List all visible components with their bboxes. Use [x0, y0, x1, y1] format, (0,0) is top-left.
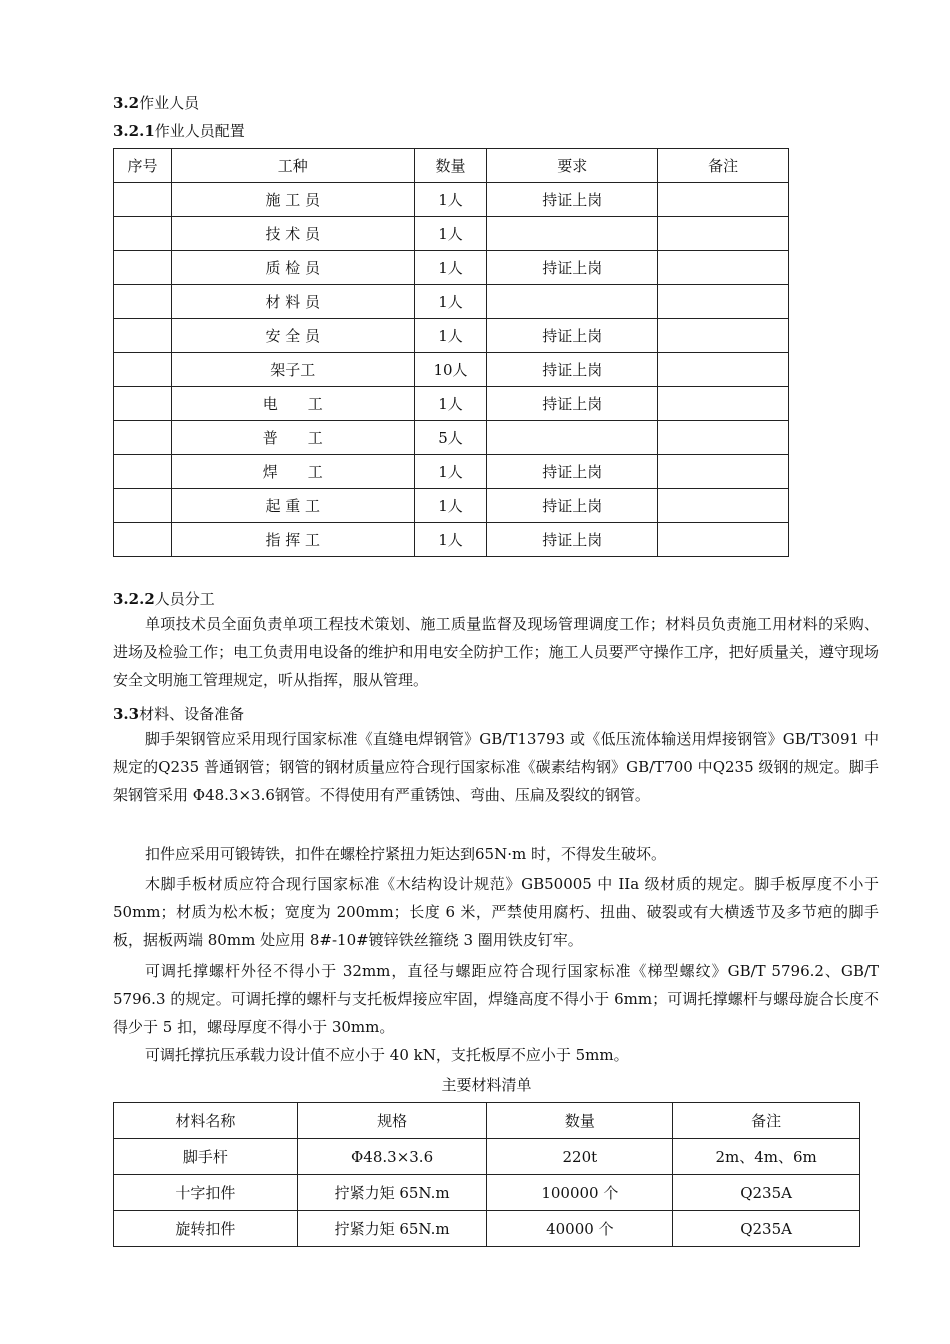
cell-name: 旋转扣件: [114, 1211, 298, 1247]
cell-req: 持证上岗: [487, 353, 658, 387]
cell-note: [658, 455, 789, 489]
cell-note: [658, 489, 789, 523]
cell-note: [658, 251, 789, 285]
cell-note: [658, 387, 789, 421]
cell-req: [487, 421, 658, 455]
cell-req: 持证上岗: [487, 489, 658, 523]
cell-note: Q235A: [673, 1175, 860, 1211]
cell-note: [658, 217, 789, 251]
cell-req: 持证上岗: [487, 455, 658, 489]
cell-name: 脚手杆: [114, 1139, 298, 1175]
table-header-row: [114, 149, 789, 183]
cell-req: 持证上岗: [487, 387, 658, 421]
cell-req: 持证上岗: [487, 523, 658, 557]
material-table: [113, 1102, 860, 1247]
header-cell: 序号: [114, 149, 172, 183]
cell-trade: 普 工: [171, 421, 414, 455]
header-cell: 备注: [673, 1103, 860, 1139]
cell-qty: 100000 个: [487, 1175, 673, 1211]
header-cell: 数量: [414, 149, 487, 183]
table-header-row: [114, 1103, 860, 1139]
section-number: 3.2: [113, 94, 140, 112]
cell-trade: 起 重 工: [171, 489, 414, 523]
table-row: [114, 1211, 860, 1247]
table-row: [114, 353, 789, 387]
cell-no: [114, 285, 172, 319]
cell-qty: 1人: [414, 285, 487, 319]
cell-qty: 1人: [414, 251, 487, 285]
cell-req: 持证上岗: [487, 183, 658, 217]
cell-trade: 安 全 员: [171, 319, 414, 353]
cell-no: [114, 319, 172, 353]
table-row: [114, 183, 789, 217]
cell-trade: 技 术 员: [171, 217, 414, 251]
cell-spec: 拧紧力矩 65N.m: [297, 1175, 487, 1211]
table-row: [114, 251, 789, 285]
paragraph-pipe: 脚手架钢管应采用现行国家标准《直缝电焊钢管》GB/T13793 或《低压流体输送用焊接钢管》GB/T3091 中规定的Q235 普通钢管；钢管的钢材质量应符合现行国家标准《碳素结构钢》GB/T700 中Q235 级钢的规定。脚手架钢管采用 Φ48.3×3.6钢管。不得使用有严重锈蚀、弯曲、压扁及裂纹的钢管。: [113, 730, 879, 804]
cell-trade: 材 料 员: [171, 285, 414, 319]
section-number: 3.2.1: [113, 122, 155, 140]
table-row: [114, 421, 789, 455]
cell-note: Q235A: [673, 1211, 860, 1247]
cell-qty: 1人: [414, 489, 487, 523]
cell-note: 2m、4m、6m: [673, 1139, 860, 1175]
cell-name: 十字扣件: [114, 1175, 298, 1211]
cell-spec: Φ48.3×3.6: [297, 1139, 487, 1175]
section-title: 作业人员配置: [154, 122, 245, 140]
cell-no: [114, 251, 172, 285]
cell-trade: 施 工 员: [171, 183, 414, 217]
cell-note: [658, 353, 789, 387]
section-3-2-heading: [113, 92, 199, 113]
cell-qty: 40000 个: [487, 1211, 673, 1247]
section-3-3-heading: [113, 703, 244, 724]
section-number: 3.2.2: [113, 590, 155, 608]
table-row: [114, 387, 789, 421]
cell-note: [658, 319, 789, 353]
cell-no: [114, 489, 172, 523]
table-row: [114, 523, 789, 557]
cell-req: 持证上岗: [487, 319, 658, 353]
cell-no: [114, 353, 172, 387]
header-cell: 备注: [658, 149, 789, 183]
header-cell: 规格: [297, 1103, 487, 1139]
cell-qty: 1人: [414, 523, 487, 557]
section-number: 3.3: [113, 705, 140, 723]
header-cell: 要求: [487, 149, 658, 183]
cell-qty: 220t: [487, 1139, 673, 1175]
paragraph-screw: 可调托撑螺杆外径不得小于 32mm，直径与螺距应符合现行国家标准《梯型螺纹》GB/T 5796.2、GB/T 5796.3 的规定。可调托撑的螺杆与支托板焊接应牢固，焊缝高度不得小于 6mm；可调托撑螺杆与螺母旋合长度不得少于 5 扣，螺母厚度不得小于 30mm。: [113, 962, 879, 1036]
cell-req: [487, 217, 658, 251]
table-row: [114, 455, 789, 489]
cell-trade: 质 检 员: [171, 251, 414, 285]
cell-trade: 架子工: [171, 353, 414, 387]
cell-no: [114, 387, 172, 421]
section-title: 材料、设备准备: [139, 705, 245, 723]
cell-qty: 10人: [414, 353, 487, 387]
cell-note: [658, 285, 789, 319]
cell-no: [114, 523, 172, 557]
header-cell: 工种: [171, 149, 414, 183]
cell-qty: 1人: [414, 319, 487, 353]
table-row: [114, 285, 789, 319]
paragraph-capacity: 可调托撑抗压承载力设计值不应小于 40 kN，支托板厚不应小于 5mm。: [145, 1046, 629, 1064]
cell-req: [487, 285, 658, 319]
table-row: [114, 1139, 860, 1175]
paragraph-fastener: 扣件应采用可锻铸铁，扣件在螺栓拧紧扭力矩达到65N·m 时，不得发生破坏。: [145, 845, 666, 863]
cell-qty: 1人: [414, 455, 487, 489]
material-table-caption: 主要材料清单: [441, 1076, 532, 1094]
staff-table: [113, 148, 789, 557]
cell-note: [658, 523, 789, 557]
cell-trade: 指 挥 工: [171, 523, 414, 557]
paragraph-division: 单项技术员全面负责单项工程技术策划、施工质量监督及现场管理调度工作；材料员负责施工用材料的采购、进场及检验工作；电工负责用电设备的维护和用电安全防护工作；施工人员要严守操作工序，把好质量关，遵守现场安全文明施工管理规定，听从指挥，服从管理。: [113, 615, 879, 689]
cell-trade: 电 工: [171, 387, 414, 421]
cell-note: [658, 421, 789, 455]
cell-trade: 焊 工: [171, 455, 414, 489]
section-title: 作业人员: [139, 94, 200, 112]
table-row: [114, 217, 789, 251]
table-row: [114, 489, 789, 523]
cell-no: [114, 183, 172, 217]
cell-qty: 5人: [414, 421, 487, 455]
cell-req: 持证上岗: [487, 251, 658, 285]
section-3-2-1-heading: [113, 120, 245, 141]
table-row: [114, 1175, 860, 1211]
cell-qty: 1人: [414, 217, 487, 251]
cell-no: [114, 455, 172, 489]
header-cell: 数量: [487, 1103, 673, 1139]
cell-spec: 拧紧力矩 65N.m: [297, 1211, 487, 1247]
table-row: [114, 319, 789, 353]
section-3-2-2-heading: [113, 588, 215, 609]
cell-qty: 1人: [414, 387, 487, 421]
header-cell: 材料名称: [114, 1103, 298, 1139]
cell-no: [114, 421, 172, 455]
cell-qty: 1人: [414, 183, 487, 217]
cell-no: [114, 217, 172, 251]
section-title: 人员分工: [154, 590, 215, 608]
paragraph-board: 木脚手板材质应符合现行国家标准《木结构设计规范》GB50005 中 IIa 级材质的规定。脚手板厚度不小于 50mm；材质为松木板；宽度为 200mm；长度 6 米，严禁使用腐朽、扭曲、破裂或有大横透节及多节疤的脚手板，据板两端 80mm 处应用 8#-10#镀锌铁丝箍绕 3 圈用铁皮钉牢。: [113, 875, 879, 949]
cell-note: [658, 183, 789, 217]
